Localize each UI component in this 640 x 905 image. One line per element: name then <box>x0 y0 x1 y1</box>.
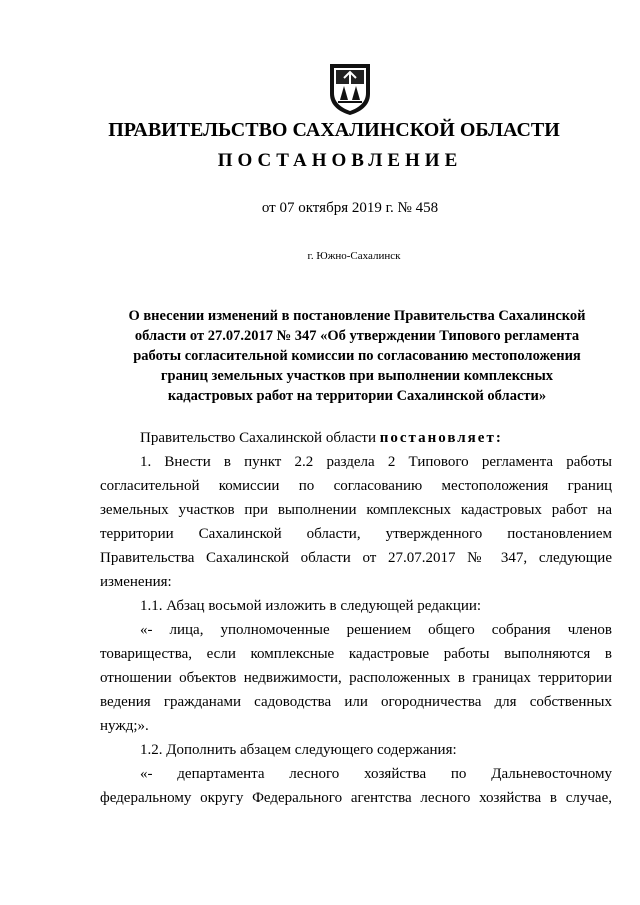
body-line: нужд;». <box>100 718 149 734</box>
subject-line: кадастровых работ на территории Сахалинской области» <box>167 388 547 404</box>
decree-subject <box>100 306 614 406</box>
subject-line: границ земельных участков при выполнении комплексных <box>160 368 554 384</box>
preamble-text: Правительство Сахалинской области <box>140 430 376 446</box>
city-name: г. Южно-Сахалинск <box>307 250 401 262</box>
body-line: 1.1. Абзац восьмой изложить в следующей редакции: <box>140 598 482 614</box>
coat-of-arms-emblem <box>326 60 374 116</box>
subject-line: работы согласительной комиссии по согласованию местоположения <box>133 348 581 364</box>
body-line: Правительства Сахалинской области от 27.07.2017 № 347, следующие <box>100 550 612 566</box>
body-line: согласительной комиссии по согласованию местоположения границ <box>100 478 612 494</box>
body-line: изменения: <box>100 574 172 590</box>
body-line: «- лица, уполномоченные решением общего собрания членов <box>140 622 612 638</box>
body-line: 1. Внести в пункт 2.2 раздела 2 Типового регламента работы <box>140 454 612 470</box>
body-line: территории Сахалинской области, утвержденного постановлением <box>100 526 612 542</box>
body-line: федеральному округу Федерального агентства лесного хозяйства в случае, <box>100 790 612 806</box>
decree-date-number: от 07 октября 2019 г. № 458 <box>261 200 439 216</box>
body-line: 1.2. Дополнить абзацем следующего содержания: <box>140 742 457 758</box>
body-line: товарищества, если комплексные кадастровые работы выполняются в <box>100 646 612 662</box>
preamble-line <box>100 426 612 450</box>
subject-line: О внесении изменений в постановление Правительства Сахалинской <box>128 308 586 324</box>
document-type: ПОСТАНОВЛЕНИЕ <box>217 150 463 171</box>
preamble-verb: постановляет: <box>379 430 503 446</box>
decree-body <box>100 426 612 810</box>
body-line: «- департамента лесного хозяйства по Дальневосточному <box>140 766 612 782</box>
body-line: ведения гражданами садоводства или огородничества для собственных <box>100 694 612 710</box>
body-line: земельных участков при выполнении комплексных кадастровых работ на <box>100 502 612 518</box>
subject-line: области от 27.07.2017 № 347 «Об утверждении Типового регламента <box>134 328 580 344</box>
body-line: отношении объектов недвижимости, расположенных в границах территории <box>100 670 612 686</box>
organization-title: ПРАВИТЕЛЬСТВО САХАЛИНСКОЙ ОБЛАСТИ <box>108 119 560 141</box>
